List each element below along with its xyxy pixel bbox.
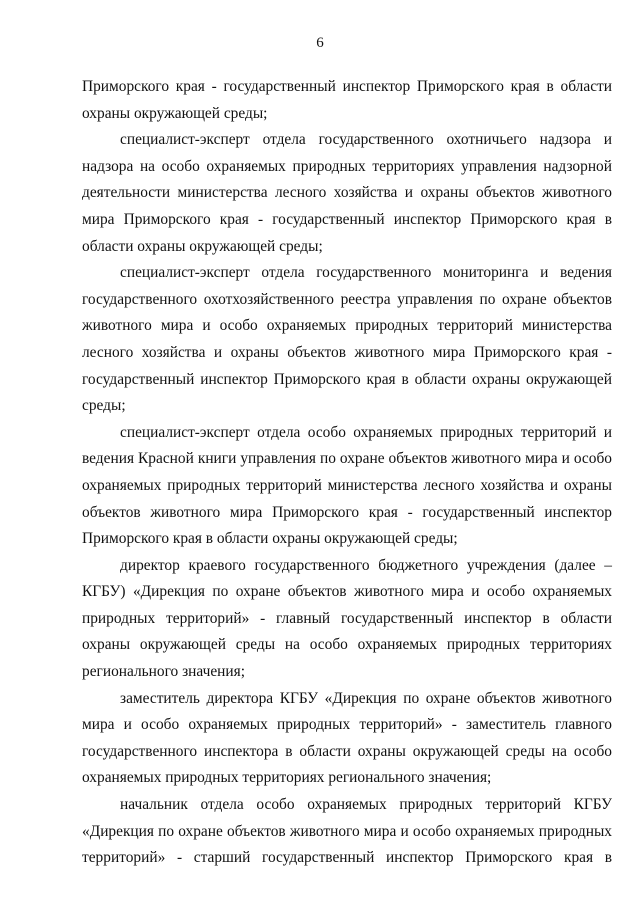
document-body xyxy=(82,74,612,872)
paragraph-kgbu-deputy-director: заместитель директора КГБУ «Дирекция по охране объектов животного мира и особо охраняемых природных территорий» - заместитель главного государственного инспектора в области охраны окружающей среды на особо охраняемых природных территориях регионального значения; xyxy=(82,689,612,787)
paragraph-continuation: Приморского края - государственный инспектор Приморского края в области охраны окружающей среды; xyxy=(82,78,612,122)
paragraph-red-book-specialist: специалист-эксперт отдела особо охраняемых природных территорий и ведения Красной книги управления по охране объектов животного мира и особо охраняемых природных территорий министерства лесного хозяйства и охраны объектов животного мира Приморского края - государственный инспектор Приморского края в области охраны окружающей среды; xyxy=(82,423,612,548)
paragraph-protected-areas-head: начальник отдела особо охраняемых природных территорий КГБУ «Дирекция по охране объектов животного мира и особо охраняемых природных территорий» - старший государственный инспектор Приморского края в xyxy=(82,796,612,867)
paragraph-hunting-supervision-specialist: специалист-эксперт отдела государственного охотничьего надзора и надзора на особо охраняемых природных территориях управления надзорной деятельности министерства лесного хозяйства и охраны объектов животного мира Приморского края - государственный инспектор Приморского края в области охраны окружающей среды; xyxy=(82,131,612,255)
page-number: 6 xyxy=(316,35,324,51)
paragraph-monitoring-specialist: специалист-эксперт отдела государственного мониторинга и ведения государственного охотхозяйственного реестра управления по охране объектов животного мира и особо охраняемых природных территорий министерства лесного хозяйства и охраны объектов животного мира Приморского края - государственный инспектор Приморского края в области охраны окружающей среды; xyxy=(82,264,612,415)
paragraph-kgbu-director: директор краевого государственного бюджетного учреждения (далее – КГБУ) «Дирекция по охране объектов животного мира и особо охраняемых природных территорий» - главный государственный инспектор в области охраны окружающей среды на особо охраняемых природных территориях регионального значения; xyxy=(82,556,612,681)
